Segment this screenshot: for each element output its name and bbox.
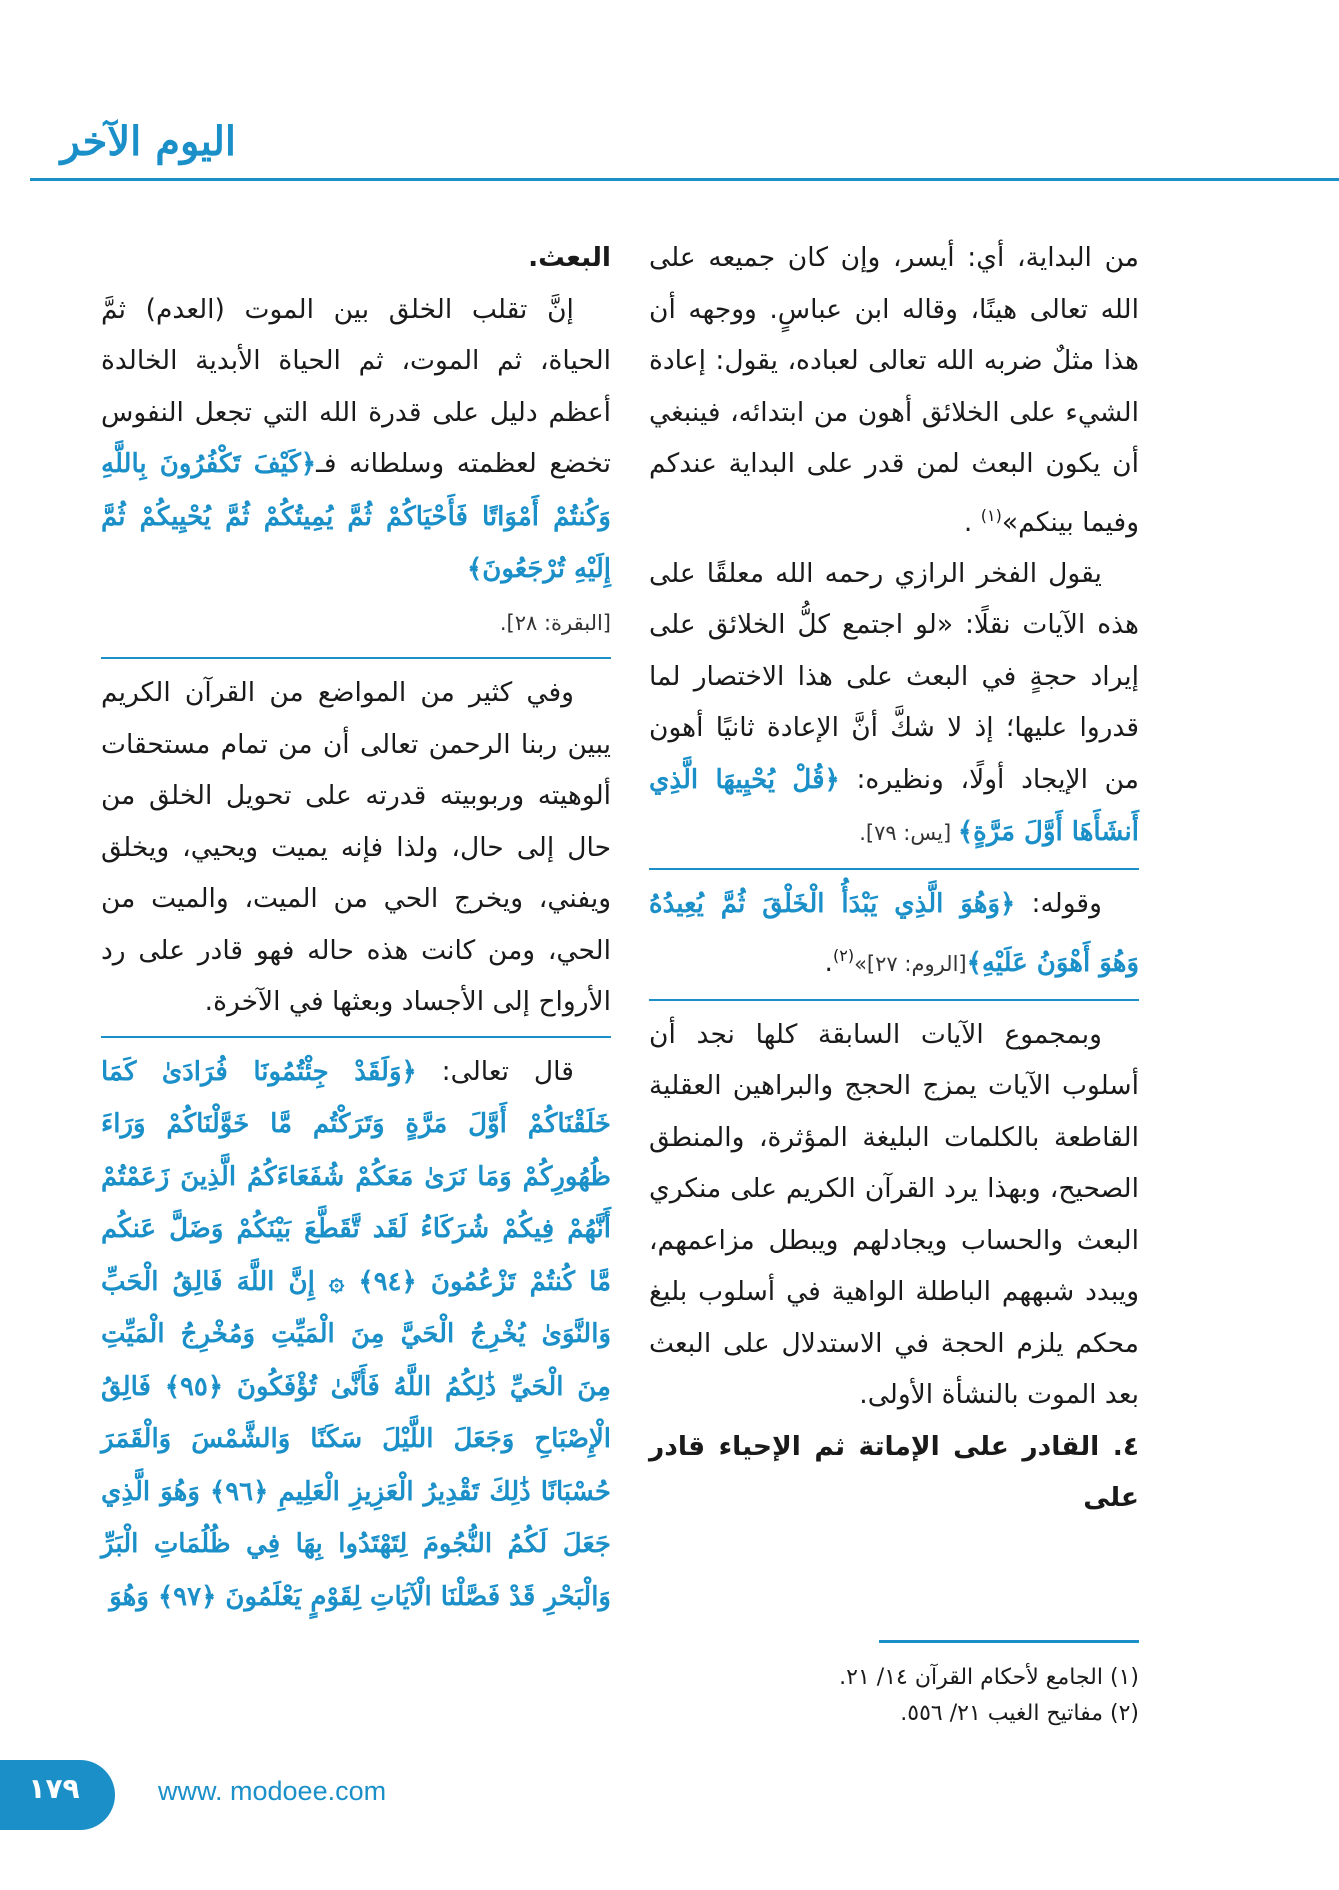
section-heading: البعث.: [528, 242, 611, 273]
divider: [649, 999, 1139, 1001]
quran-verse: ﴿قُلْ يُحْيِيهَا الَّذِي أَنشَأَهَا أَوَّلَ مَرَّةٍ﴾: [649, 764, 1139, 848]
punctuation: .: [963, 506, 981, 538]
page-number: ١٧٩: [28, 1772, 80, 1805]
running-header-title: اليوم الآخر: [60, 118, 236, 165]
footnote-ref[interactable]: (١): [980, 505, 1002, 525]
paragraph: [649, 548, 1139, 860]
paragraph: وفي كثير من المواضع من القرآن الكريم يبين ربنا الرحمن تعالى أن من تمام مستحقات ألوهيته وربوبيته قدرته على تحويل الخلق من حال إلى حال، ولذا فإنه يميت ويحيي، ويخلق ويفني، ويخرج الحي من الميت، والميت من الحي، ومن كانت هذه حاله فهو قادر على رد الأرواح إلى الأجساد وبعثها في الآخرة.: [101, 677, 611, 1017]
paragraph: [101, 596, 611, 650]
website-link[interactable]: www. modoee.com: [158, 1776, 387, 1806]
paragraph-text: قال تعالى:: [416, 1055, 574, 1087]
verse-reference: [الروم: ٢٧]»: [854, 952, 967, 977]
footnote-item: (١) الجامع لأحكام القرآن ١٤/ ٢١.: [839, 1665, 1139, 1690]
paragraph: [649, 232, 1139, 548]
verse-reference: [يس: ٧٩].: [859, 821, 958, 846]
section-heading: ٤. القادر على الإماتة ثم الإحياء قادر على: [649, 1430, 1139, 1514]
quran-verse: ﴿وَهُوَ الَّذِي يَبْدَأُ الْخَلْقَ ثُمَّ يُعِيدُهُ وَهُوَ أَهْوَنُ عَلَيْهِ﴾: [649, 888, 1139, 979]
verse-reference: [البقرة: ٢٨].: [499, 610, 611, 635]
paragraph: وبمجموع الآيات السابقة كلها نجد أن أسلوب الآيات يمزج الحجج والبراهين العقلية القاطعة بالكلمات البليغة المؤثرة، والمنطق الصحيح، وبهذا يرد القرآن الكريم على منكري البعث والحساب ويجادلهم ويبطل مزاعمهم، ويبدد شبههم الباطلة الواهية في أسلوب بليغ محكم يلزم الحجة في الاستدلال على البعث بعد الموت بالنشأة الأولى.: [649, 1018, 1139, 1411]
paragraph-text: من البداية، أي: أيسر، وإن كان جميعه على الله تعالى هينًا، وقاله ابن عباسٍ. ووجهه أن هذا مثلٌ ضربه الله تعالى لعباده، يقول: إعادة الشيء على الخلائق أهون من ابتدائه، فينبغي أن يكون البعث لمن قدر على البداية عندكم وفيما بينكم»: [649, 242, 1139, 538]
footnote-rule: [879, 1640, 1139, 1643]
footnote-ref[interactable]: (٢): [832, 946, 855, 966]
divider: [101, 657, 611, 659]
divider: [101, 1036, 611, 1038]
paragraph: [101, 284, 611, 596]
paragraph-text: يقول الفخر الرازي رحمه الله معلقًا على هذه الآيات نقلًا: «لو اجتمع كلُّ الخلائق على إيراد حجةٍ في البعث على هذا الاختصار لما قدروا عليها؛ إذ لا شكَّ أنَّ الإعادة ثانيًا أهون من الإيجاد أولًا، ونظيره:: [649, 557, 1140, 795]
punctuation: .: [824, 947, 833, 979]
paragraph: [649, 878, 1139, 991]
divider: [649, 868, 1139, 870]
quran-verse: ﴿وَلَقَدْ جِئْتُمُونَا فُرَادَىٰ كَمَا خَلَقْنَاكُمْ أَوَّلَ مَرَّةٍ وَتَرَكْتُم مَّا خَوَّلْنَاكُمْ وَرَاءَ ظُهُورِكُمْ وَمَا نَرَىٰ مَعَكُمْ شُفَعَاءَكُمُ الَّذِينَ زَعَمْتُمْ أَنَّهُمْ فِيكُمْ شُرَكَاءُ لَقَد تَّقَطَّعَ بَيْنَكُمْ وَضَلَّ عَنكُم مَّا كُنتُمْ تَزْعُمُونَ ﴿٩٤﴾ ۞ إِنَّ اللَّهَ فَالِقُ الْحَبِّ وَالنَّوَىٰ يُخْرِجُ الْحَيَّ مِنَ الْمَيِّتِ وَمُخْرِجُ الْمَيِّتِ مِنَ الْحَيِّ ذَٰلِكُمُ اللَّهُ فَأَنَّىٰ تُؤْفَكُونَ ﴿٩٥﴾ فَالِقُ الْإِصْبَاحِ وَجَعَلَ اللَّيْلَ سَكَنًا وَالشَّمْسَ وَالْقَمَرَ حُسْبَانًا ذَٰلِكَ تَقْدِيرُ الْعَزِيزِ الْعَلِيمِ ﴿٩٦﴾ وَهُوَ الَّذِي جَعَلَ لَكُمُ النُّجُومَ لِتَهْتَدُوا بِهَا فِي ظُلُمَاتِ الْبَرِّ وَالْبَحْرِ قَدْ فَصَّلْنَا الْآيَاتِ لِقَوْمٍ يَعْلَمُونَ ﴿٩٧﴾ وَهُوَ: [101, 1056, 612, 1612]
footnote-item: (٢) مفاتيح الغيب ٢١/ ٥٥٦.: [900, 1701, 1139, 1726]
right-column: [649, 232, 1139, 1524]
paragraph-text: إنَّ تقلب الخلق بين الموت (العدم) ثمَّ الحياة، ثم الموت، ثم الحياة الأبدية الخالدة أعظم دليل على قدرة الله التي تجعل النفوس تخضع لعظمته وسلطانه فـ: [101, 293, 611, 479]
paragraph: [101, 1046, 611, 1624]
header-rule: [30, 178, 1339, 181]
quran-verse: ﴿كَيْفَ تَكْفُرُونَ بِاللَّهِ وَكُنتُمْ أَمْوَاتًا فَأَحْيَاكُمْ ثُمَّ يُمِيتُكُمْ ثُمَّ يُحْيِيكُمْ ثُمَّ إِلَيْهِ تُرْجَعُونَ﴾: [101, 449, 611, 584]
footnotes: [649, 1660, 1139, 1732]
paragraph-text: وقوله:: [1015, 887, 1102, 919]
left-column: [101, 232, 611, 1623]
